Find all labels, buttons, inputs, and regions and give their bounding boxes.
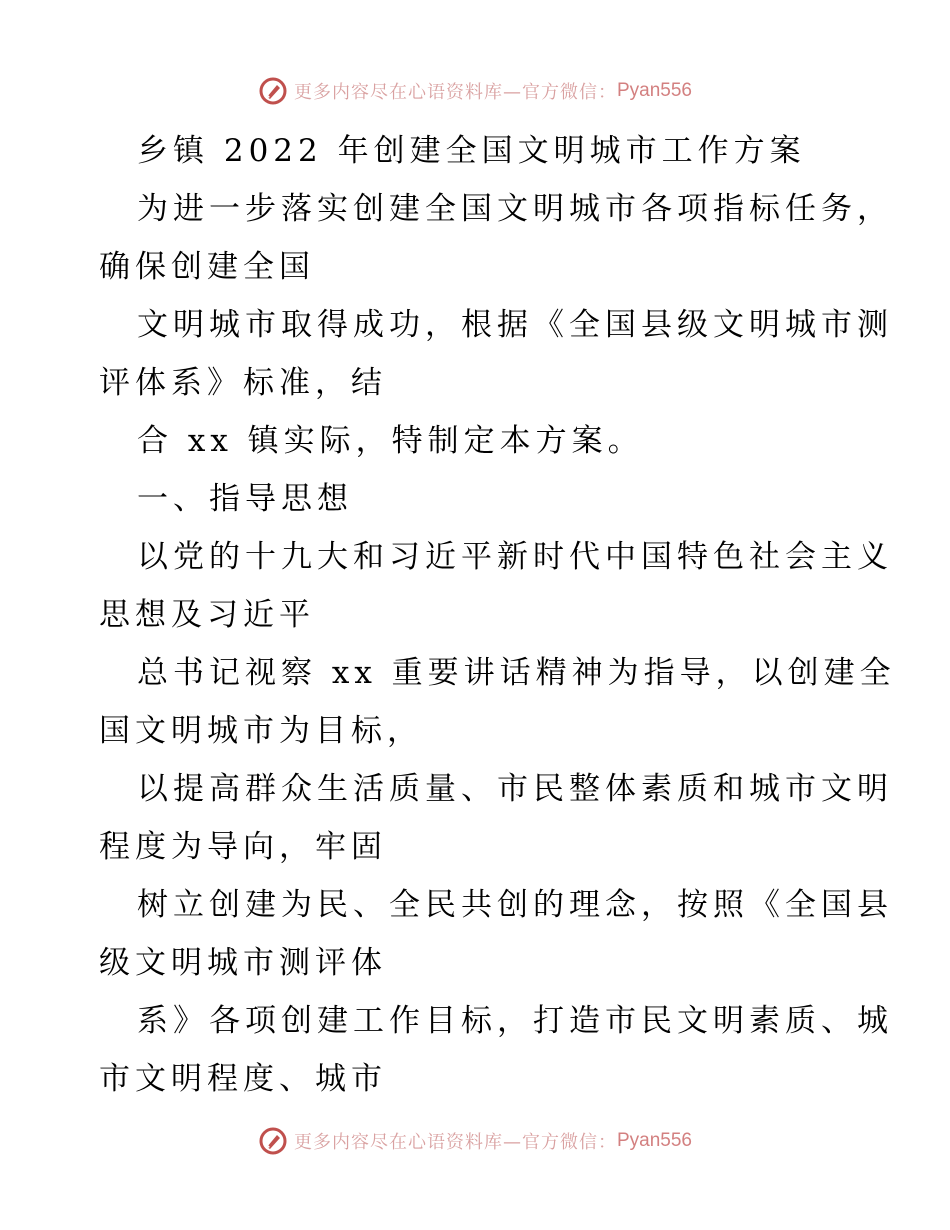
document-body bbox=[99, 122, 896, 1108]
document-title: 乡镇 2022 年创建全国文明城市工作方案 bbox=[137, 133, 806, 169]
header-watermark bbox=[0, 71, 950, 111]
paragraph-line: 树立创建为民、全民共创的理念，按照《全国县 bbox=[137, 887, 893, 923]
paragraph-line: 文明城市取得成功，根据《全国县级文明城市测 bbox=[137, 307, 893, 343]
paragraph-line: 系》各项创建工作目标，打造市民文明素质、城 bbox=[137, 1003, 893, 1039]
footer-watermark bbox=[0, 1121, 950, 1161]
pen-logo-icon bbox=[258, 76, 288, 106]
paragraph-line: 确保创建全国 bbox=[99, 249, 315, 285]
paragraph-line: 程度为导向，牢固 bbox=[99, 829, 387, 865]
paragraph-line: 评体系》标准，结 bbox=[99, 365, 387, 401]
section-heading: 一、指导思想 bbox=[137, 481, 353, 517]
paragraph-line: 市文明程度、城市 bbox=[99, 1061, 387, 1097]
paragraph-line: 为进一步落实创建全国文明城市各项指标任务， bbox=[137, 191, 893, 227]
paragraph-line: 合 xx 镇实际，特制定本方案。 bbox=[137, 423, 644, 459]
paragraph-line: 级文明城市测评体 bbox=[99, 945, 387, 981]
paragraph-line: 国文明城市为目标， bbox=[99, 713, 423, 749]
watermark-wechat-id: Pyan556 bbox=[616, 80, 692, 101]
paragraph-line: 总书记视察 xx 重要讲话精神为指导，以创建全 bbox=[137, 655, 896, 691]
watermark-text: 更多内容尽在心语资料库—官方微信： bbox=[293, 82, 617, 103]
paragraph-line: 以提高群众生活质量、市民整体素质和城市文明 bbox=[137, 771, 893, 807]
watermark-text: 更多内容尽在心语资料库—官方微信： bbox=[293, 1132, 617, 1153]
paragraph-line: 以党的十九大和习近平新时代中国特色社会主义 bbox=[137, 539, 893, 575]
paragraph-line: 思想及习近平 bbox=[99, 597, 315, 633]
pen-logo-icon bbox=[258, 1126, 288, 1156]
watermark-wechat-id: Pyan556 bbox=[616, 1130, 692, 1151]
